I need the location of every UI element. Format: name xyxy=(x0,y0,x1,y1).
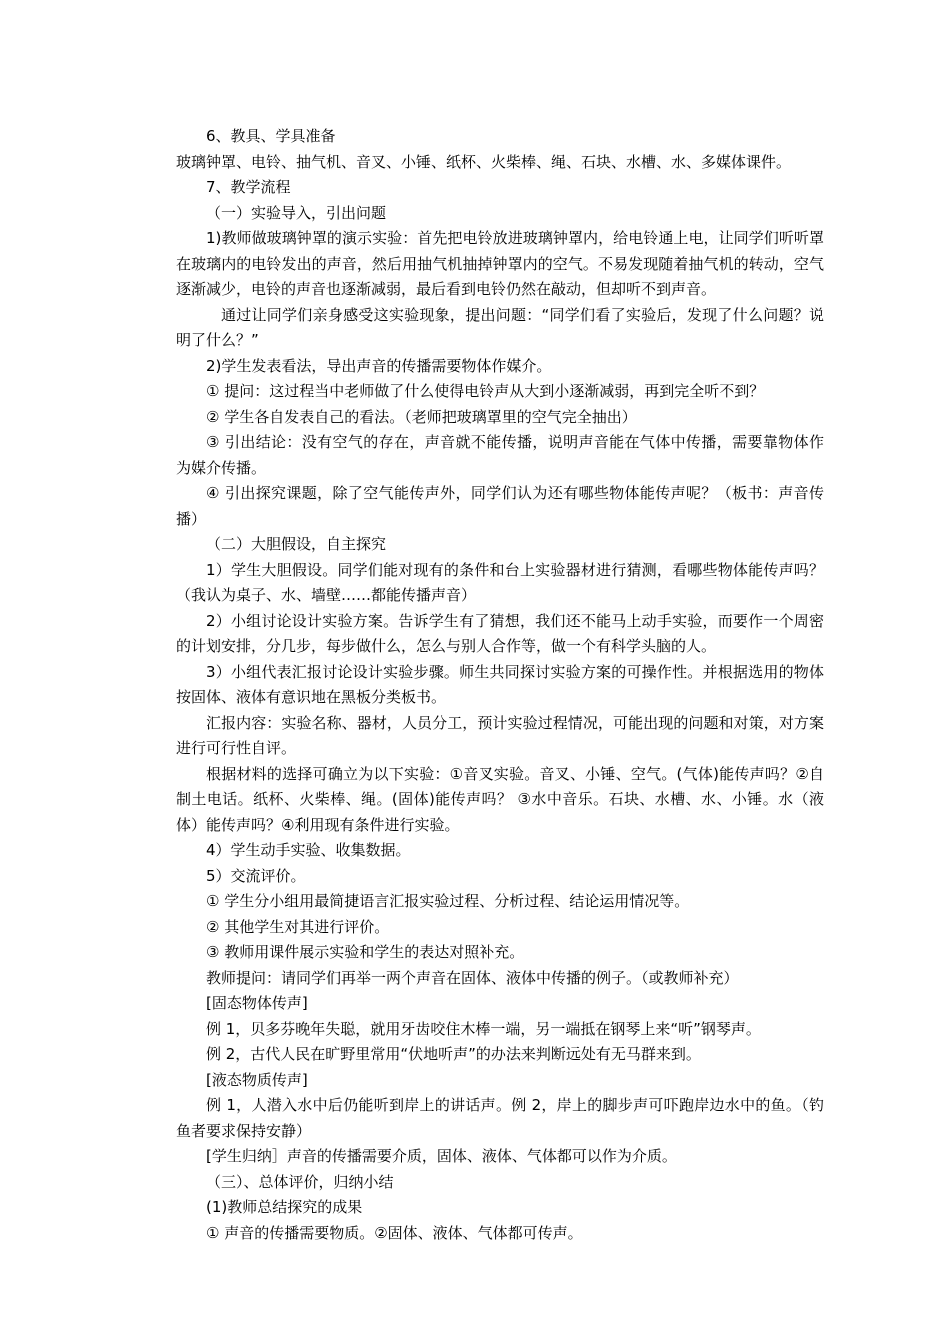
paragraph: 例 2，古代人民在旷野里常用“伏地听声”的办法来判断远处有无马群来到。 xyxy=(206,1045,701,1063)
paragraph: ③ 教师用课件展示实验和学生的表达对照补充。 xyxy=(206,943,525,961)
paragraph: 3）小组代表汇报讨论设计实验步骤。师生共同探讨实验方案的可操作性。并根据选用的物体按固体、液体有意识地在黑板分类板书。 xyxy=(176,662,824,706)
paragraph: (1)教师总结探究的成果 xyxy=(206,1198,363,1216)
paragraph: 1）学生大胆假设。同学们能对现有的条件和台上实验器材进行猜测，看哪些物体能传声吗？（我认为桌子、水、墙壁……都能传播声音） xyxy=(176,560,824,604)
paragraph: （一）实验导入，引出问题 xyxy=(206,203,387,222)
paragraph: 1)教师做玻璃钟罩的演示实验：首先把电铃放进玻璃钟罩内，给电铃通上电，让同学们听听罩在玻璃内的电铃发出的声音，然后用抽气机抽掉钟罩内的空气。不易发现随着抽气机的转动，空气逐渐减少，电铃的声音也逐渐减弱，最后看到电铃仍然在敲动，但却听不到声音。 xyxy=(176,229,824,298)
paragraph: （三）、总体评价，归纳小结 xyxy=(206,1172,394,1191)
paragraph: ① 提问：这过程当中老师做了什么使得电铃声从大到小逐渐减弱，再到完全听不到？ xyxy=(206,382,765,400)
paragraph: 5）交流评价。 xyxy=(206,866,306,885)
paragraph: [液态物质传声] xyxy=(206,1070,308,1089)
paragraph: 7、教学流程 xyxy=(206,178,291,196)
paragraph: ② 学生各自发表自己的看法。（老师把玻璃罩里的空气完全抽出） xyxy=(206,407,637,426)
paragraph: 2）小组讨论设计实验方案。告诉学生有了猜想，我们还不能马上动手实验，而要作一个周密的计划安排，分几步，每步做什么，怎么与别人合作等，做一个有科学头脑的人。 xyxy=(176,611,824,655)
paragraph: 根据材料的选择可确立为以下实验：①音叉实验。音叉、小锤、空气。(气体)能传声吗？②自制土电话。纸杯、火柴棒、绳。(固体)能传声吗？ ③水中音乐。石块、水槽、水、小锤。水（液体）能传声吗？④利用现有条件进行实验。 xyxy=(176,764,824,834)
paragraph: 汇报内容：实验名称、器材，人员分工，预计实验过程情况，可能出现的问题和对策，对方案进行可行性自评。 xyxy=(176,713,824,757)
document-body xyxy=(176,124,824,1246)
paragraph: ① 学生分小组用最简捷语言汇报实验过程、分析过程、结论运用情况等。 xyxy=(206,892,690,910)
paragraph: ③ 引出结论：没有空气的存在，声音就不能传播，说明声音能在气体中传播，需要靠物体作为媒介传播。 xyxy=(176,433,824,477)
paragraph: 玻璃钟罩、电铃、抽气机、音叉、小锤、纸杯、火柴棒、绳、石块、水槽、水、多媒体课件。 xyxy=(176,152,792,171)
paragraph: [固态物体传声] xyxy=(206,994,308,1012)
paragraph: 通过让同学们亲身感受这实验现象，提出问题：“同学们看了实验后，发现了什么问题？说明了什么？” xyxy=(176,305,824,349)
paragraph: 例 1，贝多芬晚年失聪，就用牙齿咬住木棒一端，另一端抵在钢琴上来“听”钢琴声。 xyxy=(206,1019,761,1038)
paragraph: 教师提问：请同学们再举一两个声音在固体、液体中传播的例子。（或教师补充） xyxy=(206,968,739,987)
paragraph: ④ 引出探究课题，除了空气能传声外，同学们认为还有哪些物体能传声呢？（板书：声音传播） xyxy=(176,484,824,528)
paragraph: 例 1，人潜入水中后仍能听到岸上的讲话声。例 2，岸上的脚步声可吓跑岸边水中的鱼。（钓鱼者要求保持安静） xyxy=(176,1096,824,1140)
paragraph: ① 声音的传播需要物质。②固体、液体、气体都可传声。 xyxy=(206,1223,583,1242)
paragraph: （二）大胆假设，自主探究 xyxy=(206,535,387,553)
paragraph: 6、教具、学具准备 xyxy=(206,127,336,145)
paragraph: 4）学生动手实验、收集数据。 xyxy=(206,841,411,859)
paragraph: 2)学生发表看法，导出声音的传播需要物体作媒介。 xyxy=(206,356,552,375)
paragraph: ② 其他学生对其进行评价。 xyxy=(206,917,390,936)
paragraph: [学生归纳］声音的传播需要介质，固体、液体、气体都可以作为介质。 xyxy=(206,1147,677,1165)
